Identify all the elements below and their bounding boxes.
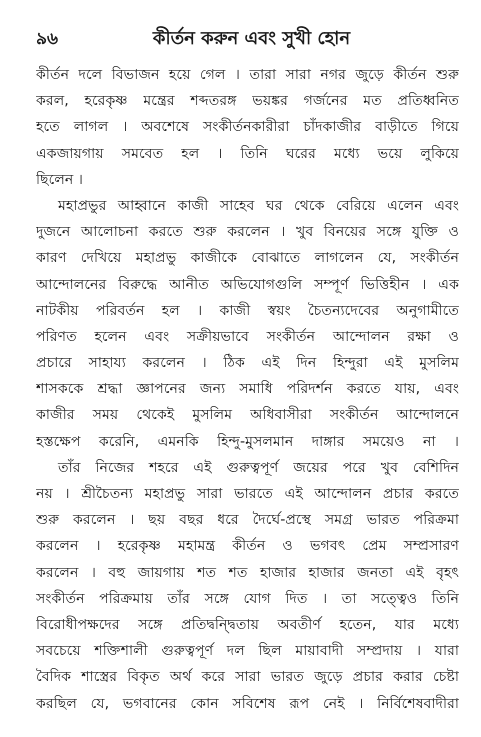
- text-line: শুরু করলেন । ছয় বছর ধরে দৈর্ঘে-প্রস্থে সমগ্র ভারত পরিক্রমা: [36, 512, 459, 529]
- text-line: সংকীর্তন পরিক্রমায় তাঁর সঙ্গে যোগ দিত । তা সত্ত্বেও তিনি: [36, 590, 459, 607]
- text-line: নয় । শ্রীচৈতন্য মহাপ্রভু সারা ভারতে এই আন্দোলন প্রচার করতে: [36, 486, 459, 502]
- text-line: তাঁর নিজের শহরে এই গুরুত্বপূর্ণ জয়ের পরে খুব বেশিদিন: [58, 459, 459, 476]
- text-line: হস্তক্ষেপ করেনি, এমনকি হিন্দু-মুসলমান দাঙ্গার সময়েও না ।: [36, 433, 459, 450]
- running-title: কীর্তন করুন এবং সুখী হোন: [152, 28, 351, 49]
- text-line: ছিলেন ।: [36, 171, 83, 188]
- text-line: বৈদিক শাস্ত্রের বিকৃত অর্থ করে সারা ভারত জুড়ে প্রচার করার চেষ্টা: [36, 669, 459, 686]
- text-line: হতে লাগল । অবশেষে সংকীর্তনকারীরা চাঁদকাজীর বাড়ীতে গিয়ে: [36, 119, 459, 136]
- text-line: বিরোধীপক্ষদের সঙ্গে প্রতিদ্বন্দ্বিতায় অবতীর্ণ হতেন, যার মধ্যে: [36, 616, 459, 633]
- page-header: [36, 20, 447, 52]
- text-line: প্রচারে সাহায্য করলেন । ঠিক এই দিন হিন্দুরা এই মুসলিম: [36, 355, 459, 372]
- text-line: কীর্তন দলে বিভাজন হয়ে গেল । তারা সারা নগর জুড়ে কীর্তন শুরু: [36, 67, 459, 83]
- text-line: করলেন । বহু জায়গায় শত শত হাজার হাজার জনতা এই বৃহৎ: [36, 564, 459, 581]
- text-line: কাজীর সময় থেকেই মুসলিম অধিবাসীরা সংকীর্তন আন্দোলনে: [36, 407, 459, 424]
- text-line: সবচেয়ে শক্তিশালী গুরুত্বপূর্ণ দল ছিল মায়াবাদী সম্প্রদায় । যারা: [36, 643, 459, 660]
- body-text: [36, 62, 459, 717]
- text-line: মহাপ্রভুর আহ্বানে কাজী সাহেব ঘর থেকে বেরিয়ে এলেন এবং: [58, 197, 459, 214]
- text-line: করল, হরেকৃষ্ণ মন্ত্রের শব্দতরঙ্গ ভয়ঙ্কর গর্জনের মত প্রতিধ্বনিত: [36, 93, 459, 110]
- text-line: করছিল যে, ভগবানের কোন সবিশেষ রূপ নেই । নির্বিশেষবাদীরা: [36, 695, 459, 712]
- text-line: করলেন । হরেকৃষ্ণ মহামন্ত্র কীর্তন ও ভগবৎ প্রেম সম্প্রসারণ: [36, 538, 459, 555]
- text-line: দুজনে আলোচনা করতে শুরু করলেন । খুব বিনয়ের সঙ্গে যুক্তি ও: [36, 224, 459, 241]
- text-line: আন্দোলনের বিরুদ্ধে আনীত অভিযোগগুলি সম্পূর্ণ ভিত্তিহীন । এক: [36, 276, 459, 293]
- page-number: ৯৬: [36, 29, 59, 49]
- text-line: নাটকীয় পরিবর্তন হল । কাজী স্বয়ং চৈতন্যদেবের অনুগামীতে: [36, 302, 459, 319]
- text-line: কারণ দেখিয়ে মহাপ্রভু কাজীকে বোঝাতে লাগলেন যে, সংকীর্তন: [36, 250, 459, 267]
- text-line: শাসককে শ্রদ্ধা জ্ঞাপনের জন্য সমাধি পরিদর্শন করতে যায়, এবং: [36, 381, 459, 398]
- text-line: একজায়গায় সমবেত হল । তিনি ঘরের মধ্যে ভয়ে লুকিয়ে: [36, 145, 459, 162]
- text-line: পরিণত হলেন এবং সক্রীয়ভাবে সংকীর্তন আন্দোলন রক্ষা ও: [36, 328, 459, 345]
